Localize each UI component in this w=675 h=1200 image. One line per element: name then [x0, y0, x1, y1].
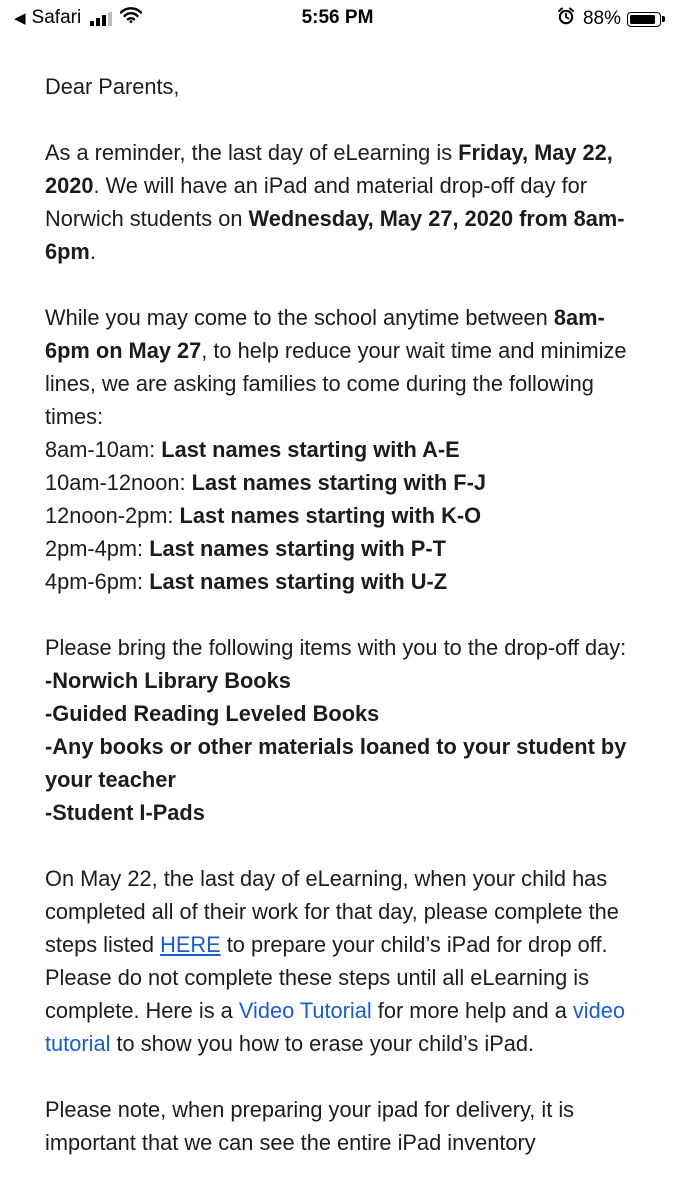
text: for more help and a: [371, 998, 573, 1023]
text: , to help reduce your wait time and minimize lines, we are asking families to come during the following times:: [45, 338, 627, 429]
schedule-row: [45, 532, 645, 565]
back-to-app-label[interactable]: Safari: [31, 7, 82, 28]
bold-text: 8am-6pm on May 27: [45, 305, 605, 363]
greeting: Dear Parents,: [45, 74, 180, 99]
schedule-time: 12noon-2pm:: [45, 503, 180, 528]
video-tutorial-link[interactable]: Video Tutorial: [238, 998, 372, 1023]
alarm-clock-icon: [557, 7, 575, 31]
text: . We will have an iPad and material drop-off day for Norwich students on: [45, 173, 588, 231]
list-item: [45, 664, 645, 697]
schedule-row: [45, 499, 645, 532]
schedule-names: Last names starting with U-Z: [149, 569, 448, 594]
paragraph-times: [45, 301, 645, 433]
text: As a reminder, the last day of eLearning is: [45, 140, 459, 165]
schedule-row: [45, 565, 645, 598]
list-item: [45, 796, 645, 829]
schedule-names: Last names starting with P-T: [149, 536, 446, 561]
paragraph-note: Please note, when preparing your ipad for delivery, it is important that we can see the entire iPad inventory: [45, 1097, 575, 1155]
schedule-time: 10am-12noon:: [45, 470, 192, 495]
text: to prepare your child’s iPad for drop off. Please do not complete these steps until all eLearning is complete. Here is a: [45, 932, 608, 1023]
schedule-names: Last names starting with F-J: [191, 470, 486, 495]
back-triangle-icon[interactable]: ◀: [14, 10, 26, 27]
item-text: -Norwich Library Books: [45, 668, 291, 693]
status-right: [557, 7, 661, 31]
bold-text: Friday, May 22, 2020: [45, 140, 613, 198]
here-link[interactable]: HERE: [160, 932, 221, 957]
erase-video-tutorial-link[interactable]: video tutorial: [45, 998, 625, 1056]
schedule-row: [45, 433, 645, 466]
bold-text: Wednesday, May 27, 2020 from 8am-6pm: [45, 206, 625, 264]
schedule-names: Last names starting with K-O: [179, 503, 482, 528]
text: On May 22, the last day of eLearning, when your child has completed all of their work for that day, please complete the steps listed: [45, 866, 619, 957]
text: While you may come to the school anytime between: [45, 305, 554, 330]
item-text: -Any books or other materials loaned to your student by your teacher: [45, 734, 627, 792]
paragraph-instructions: [45, 862, 645, 1060]
paragraph-items-intro: Please bring the following items with you to the drop-off day:: [45, 635, 627, 660]
item-text: -Guided Reading Leveled Books: [45, 701, 380, 726]
text: .: [89, 239, 96, 264]
schedule-names: Last names starting with A-E: [161, 437, 460, 462]
text: to show you how to erase your child’s iPad.: [110, 1031, 535, 1056]
schedule-time: 2pm-4pm:: [45, 536, 150, 561]
list-item: [45, 697, 645, 730]
status-time: 5:56 PM: [301, 7, 374, 28]
paragraph-last-day: [45, 136, 645, 268]
schedule-time: 4pm-6pm:: [45, 569, 150, 594]
item-text: -Student I-Pads: [45, 800, 205, 825]
email-body: [45, 70, 645, 1159]
battery-icon: [627, 12, 661, 27]
battery-percent: 88%: [582, 8, 621, 29]
schedule-time: 8am-10am:: [45, 437, 162, 462]
schedule-row: [45, 466, 645, 499]
status-bar: [0, 0, 675, 38]
list-item: [45, 730, 645, 796]
